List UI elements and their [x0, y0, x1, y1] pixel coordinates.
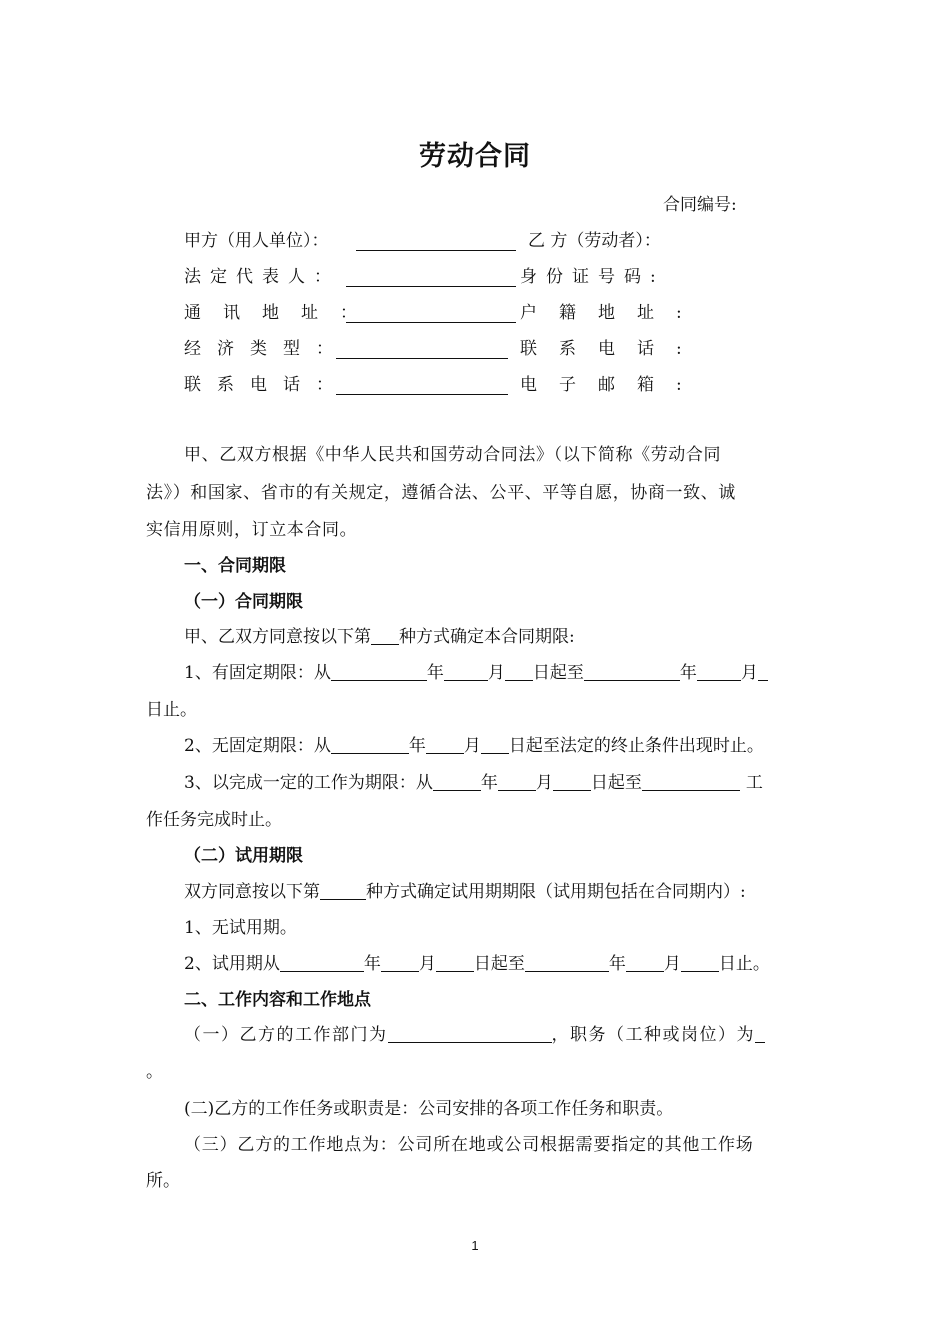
address-label: 通讯地址：: [184, 303, 379, 323]
economic-type-blank[interactable]: [336, 340, 508, 359]
open-term-line: 2、无固定期限：从 年 月 日起至法定的终止条件出现时止。: [184, 736, 764, 756]
fixed-end-month-blank[interactable]: [697, 662, 741, 681]
task-term-line: 3、以完成一定的工作为期限：从 年 月 日起至 工: [184, 773, 763, 793]
page-number: 1: [471, 1238, 479, 1253]
fixed-start-year-blank[interactable]: [331, 662, 427, 681]
work-duties: (二)乙方的工作任务或职责是：公司安排的各项工作任务和职责。: [184, 1099, 674, 1119]
party-b-label: 乙 方（劳动者）：: [528, 231, 661, 251]
open-start-year-blank[interactable]: [331, 735, 409, 754]
task-term-end: 作任务完成时止。: [146, 810, 282, 830]
trial-end-day-blank[interactable]: [681, 953, 719, 972]
legal-rep-label: 法定代表人：: [184, 267, 340, 287]
economic-type-label: 经济类型：: [184, 339, 349, 359]
section-1-sub-1: （一）合同期限: [184, 592, 303, 612]
trial-option-2: 2、试用期从 年 月 日起至 年 月 日止。: [184, 954, 770, 974]
contract-number-label: 合同编号:: [663, 195, 737, 215]
intro-line-2: 法》）和国家、省市的有关规定，遵循合法、公平、平等自愿，协商一致、诚: [146, 483, 736, 503]
trial-option-1: 1、无试用期。: [184, 918, 297, 938]
trial-choice-blank[interactable]: [320, 881, 366, 900]
term-choice-blank[interactable]: [371, 626, 399, 645]
work-location-line-1: （三）乙方的工作地点为：公司所在地或公司根据需要指定的其他工作场: [184, 1135, 754, 1155]
fixed-term-line: 1、有固定期限：从 年 月 日起至 年 月: [184, 661, 768, 685]
party-a-label: 甲方（用人单位）：: [184, 231, 329, 251]
email-label: 电子邮箱:: [520, 375, 704, 395]
intro-line-1: 甲、乙双方根据《中华人民共和国劳动合同法》（以下简称《劳动合同: [184, 445, 722, 465]
id-number-label: 身份证号码:: [520, 267, 665, 287]
intro-line-3: 实信用原则，订立本合同。: [146, 520, 358, 540]
household-address-label: 户籍地址:: [520, 303, 704, 323]
fixed-end-day-blank[interactable]: [758, 662, 768, 681]
work-dept-blank[interactable]: [388, 1024, 552, 1043]
task-start-month-blank[interactable]: [498, 772, 536, 791]
trial-end-year-blank[interactable]: [525, 953, 609, 972]
trial-start-month-blank[interactable]: [381, 953, 419, 972]
task-name-blank[interactable]: [642, 772, 740, 791]
trial-end-month-blank[interactable]: [626, 953, 664, 972]
party-a-phone-label: 联系电话：: [184, 375, 349, 395]
address-blank[interactable]: [346, 304, 516, 323]
trial-choice-line: 双方同意按以下第 种方式确定试用期期限（试用期包括在合同期内）:: [184, 882, 746, 902]
term-choice-line: 甲、乙双方同意按以下第 种方式确定本合同期限:: [184, 627, 575, 647]
fixed-start-day-blank[interactable]: [505, 662, 533, 681]
party-a-phone-blank[interactable]: [336, 376, 508, 395]
section-1-sub-2: （二）试用期限: [184, 846, 303, 866]
party-b-phone-label: 联系电话:: [520, 339, 704, 359]
job-title-blank[interactable]: [755, 1024, 765, 1043]
section-2-heading: 二、工作内容和工作地点: [184, 990, 371, 1010]
section-1-heading: 一、合同期限: [184, 556, 286, 576]
legal-rep-blank[interactable]: [346, 268, 516, 287]
open-start-day-blank[interactable]: [481, 735, 509, 754]
fixed-term-end: 日止。: [146, 700, 197, 720]
work-location-line-2: 所。: [146, 1171, 180, 1191]
trial-start-day-blank[interactable]: [436, 953, 474, 972]
task-start-year-blank[interactable]: [433, 772, 481, 791]
document-title: 劳动合同: [419, 141, 531, 172]
fixed-end-year-blank[interactable]: [584, 662, 680, 681]
task-start-day-blank[interactable]: [553, 772, 591, 791]
trial-start-year-blank[interactable]: [280, 953, 364, 972]
work-dept-end: 。: [146, 1062, 163, 1082]
fixed-start-month-blank[interactable]: [444, 662, 488, 681]
work-dept-line: （一）乙方的工作部门为 ，职务（工种或岗位）为: [184, 1023, 765, 1047]
party-a-blank[interactable]: [356, 232, 516, 251]
open-start-month-blank[interactable]: [426, 735, 464, 754]
